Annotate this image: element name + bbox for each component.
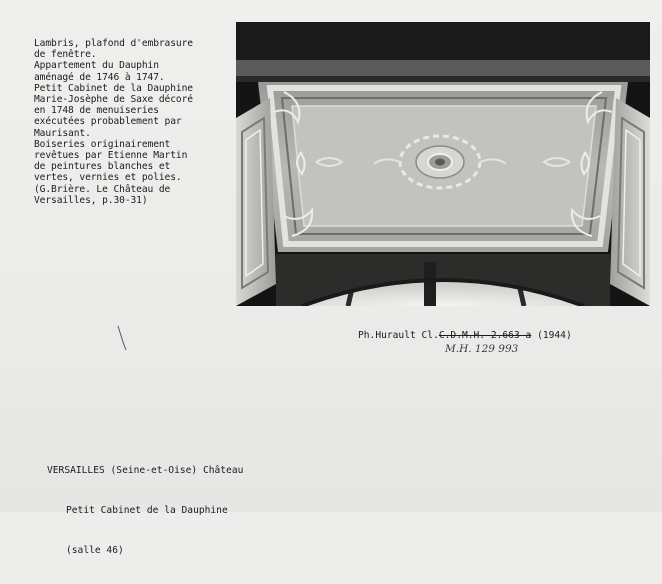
handwritten-reference: M.H. 129 993 [445,343,519,355]
credit-struck-reference: C.D.M.H. 2.663 a [438,330,532,341]
description-line: de fenêtre. [34,49,97,61]
description-line: Appartement du Dauphin [34,60,159,72]
photo-drawing [236,22,650,306]
photo-credit [358,330,572,341]
description-line: Lambris, plafond d'embrasure [34,38,193,49]
location-line-1: VERSAILLES (Seine-et-Oise) Château [47,464,244,476]
location-line-3: (salle 46) [66,545,124,557]
credit-year: (1944) [531,330,572,341]
location-caption [47,437,243,584]
credit-prefix: Ph.Hurault Cl. [358,330,439,341]
description-line: aménagé de 1746 à 1747. [34,71,165,83]
location-line-2: Petit Cabinet de la Dauphine [66,505,228,517]
description-line: Petit Cabinet de la Dauphine [34,82,193,94]
description-line: vertes, vernies et polies. [34,172,182,184]
description-line: en 1748 de menuiseries [34,105,159,117]
description-line: de peintures blanches et [34,161,171,173]
description-line: exécutées probablement par [34,116,182,128]
description-line: Maurisant. [34,127,91,139]
description-text [34,38,234,206]
description-line: Marie-Josèphe de Saxe décoré [34,94,193,106]
description-line: (G.Brière. Le Château de [34,183,171,195]
description-line: Versailles, p.30-31) [34,194,148,206]
description-line: revêtues par Etienne Martin [34,150,188,162]
ceiling-photograph [236,22,650,306]
pencil-mark [116,324,128,352]
description-line: Boiseries originairement [34,138,171,150]
